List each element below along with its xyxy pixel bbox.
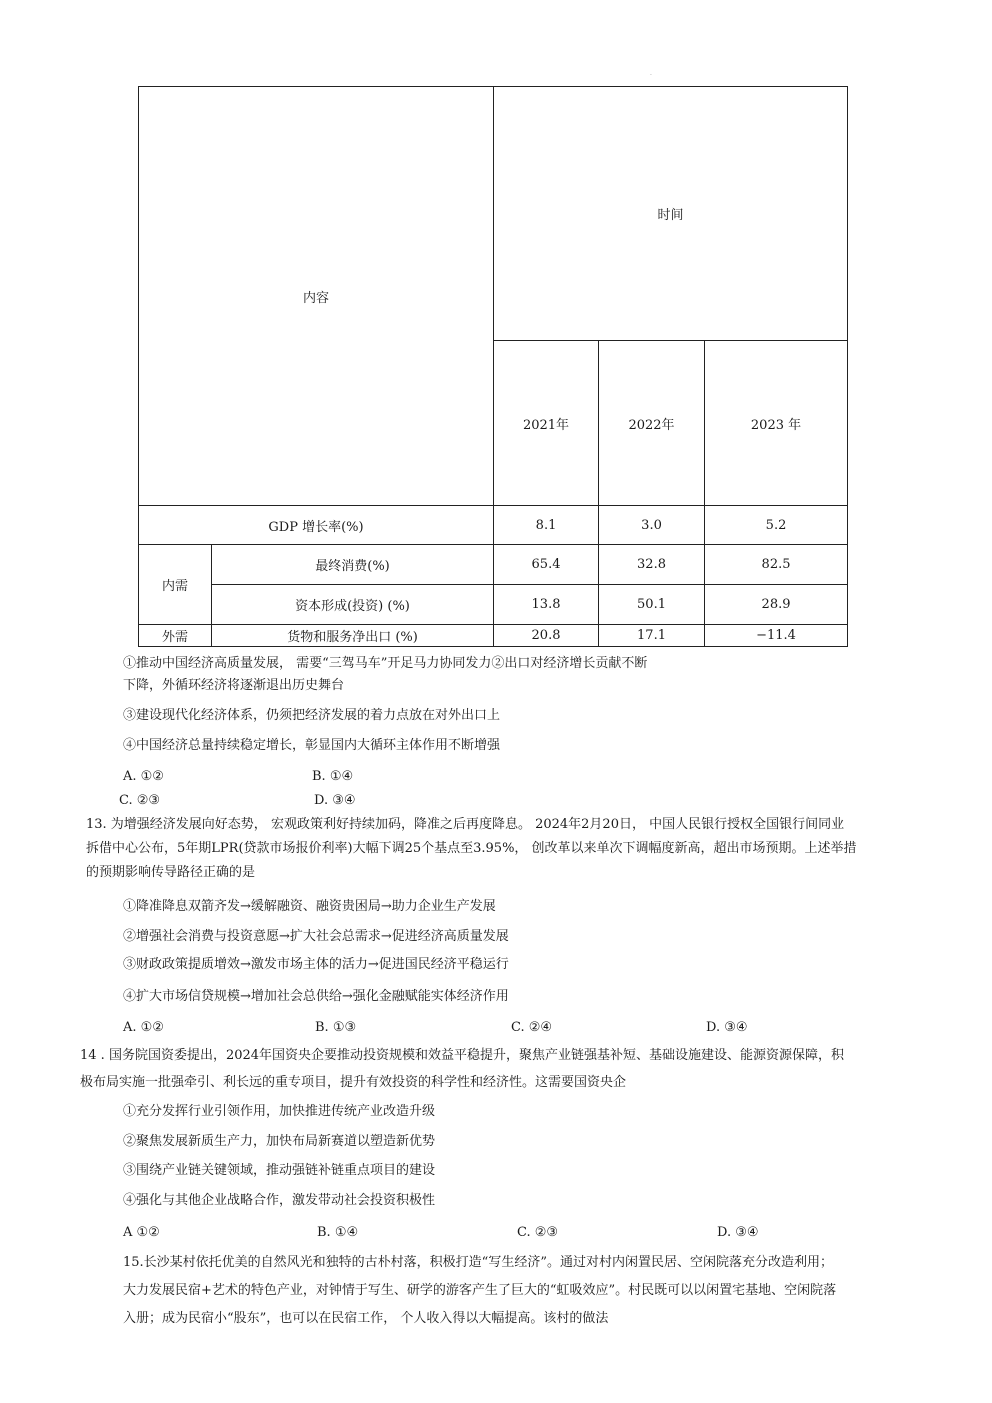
gdp-2022-cell: 3.0 [599,506,705,545]
gdp-2023-cell: 5.2 [705,506,848,545]
net-export-label-cell: 货物和服务净出口 (%) [212,625,494,647]
q14-option-d[interactable]: D. ③④ [717,1225,759,1240]
q15-stem-line-1: 15.长沙某村依托优美的自然风光和独特的古朴村落，积极打造“写生经济”。通过对村内闲置民居、空闲院落充分改造利用； [123,1255,833,1270]
q12-option-d[interactable]: D. ③④ [314,793,356,808]
q12-statement-3: ③建设现代化经济体系，仍须把经济发展的着力点放在对外出口上 [123,708,501,723]
header-content-cell: 内容 [139,87,494,506]
q14-statement-3: ③围绕产业链关键领域，推动强链补链重点项目的建设 [123,1163,436,1178]
q13-option-b[interactable]: B. ①③ [315,1020,357,1035]
external-demand-group-cell: 外需 [139,625,212,647]
header-time-cell: 时间 [494,87,848,341]
consumption-2023-cell: 82.5 [705,545,848,585]
speck-dot: . [650,70,652,77]
q14-statement-2: ②聚焦发展新质生产力，加快布局新赛道以塑造新优势 [123,1134,436,1149]
q13-option-a[interactable]: A. ①② [123,1020,164,1035]
q12-statement-1-line-2: 下降，外循环经济将逐渐退出历史舞台 [123,678,345,693]
q14-stem-line-1: 14 . 国务院国资委提出，2024年国资央企要推动投资规模和效益平稳提升，聚焦产业链强基补短、基础设施建设、能源资源保障，积 [80,1048,845,1063]
net-export-2021-cell: 20.8 [494,625,599,647]
consumption-label-cell: 最终消费(%) [212,545,494,585]
q12-statement-1-line-1: ①推动中国经济高质量发展， 需要“三驾马车”开足马力协同发力②出口对经济增长贡献不断 [123,656,648,671]
q15-stem-line-3: 入册；成为民宿小“股东”，也可以在民宿工作， 个人收入得以大幅提高。该村的做法 [123,1311,609,1326]
year-2021-cell: 2021年 [494,341,599,506]
consumption-2022-cell: 32.8 [599,545,705,585]
q13-statement-1: ①降准降息双箭齐发→缓解融资、融资贵困局→助力企业生产发展 [123,899,496,914]
q12-option-a[interactable]: A. ①② [123,769,164,784]
q13-option-d[interactable]: D. ③④ [706,1020,748,1035]
q12-statement-4: ④中国经济总量持续稳定增长，彰显国内大循环主体作用不断增强 [123,738,501,753]
q12-option-b[interactable]: B. ①④ [312,769,354,784]
q13-stem-line-2: 拆借中心公布，5年期LPR(贷款市场报价利率)大幅下调25个基点至3.95%， 创改革以来单次下调幅度新高，超出市场预期。上述举措 [86,841,857,856]
capital-2023-cell: 28.9 [705,585,848,625]
domestic-demand-group-cell: 内需 [139,545,212,625]
q12-option-c[interactable]: C. ②③ [119,793,161,808]
q13-option-c[interactable]: C. ②④ [511,1020,553,1035]
q14-statement-1: ①充分发挥行业引领作用，加快推进传统产业改造升级 [123,1104,436,1119]
q13-stem-line-1: 13. 为增强经济发展向好态势， 宏观政策利好持续加码，降准之后再度降息。 2024年2月20日， 中国人民银行授权全国银行间同业 [86,817,845,832]
capital-label-cell: 资本形成(投资) (%) [212,585,494,625]
q15-stem-line-2: 大力发展民宿+艺术的特色产业，对钟情于写生、研学的游客产生了巨大的“虹吸效应”。村民既可以以闲置宅基地、空闲院落 [123,1283,837,1298]
q14-statement-4: ④强化与其他企业战略合作，激发带动社会投资积极性 [123,1193,436,1208]
q14-stem-line-2: 极布局实施一批强牵引、利长远的重专项目，提升有效投资的科学性和经济性。这需要国资央企 [80,1075,627,1090]
economic-data-table [138,86,848,647]
gdp-label-cell: GDP 增长率(%) [139,506,494,545]
gdp-2021-cell: 8.1 [494,506,599,545]
q14-option-a[interactable]: A ①② [123,1225,160,1240]
net-export-2023-cell: −11.4 [705,625,848,647]
q13-statement-2: ②增强社会消费与投资意愿→扩大社会总需求→促进经济高质量发展 [123,929,509,944]
q14-option-b[interactable]: B. ①④ [317,1225,359,1240]
consumption-2021-cell: 65.4 [494,545,599,585]
net-export-2022-cell: 17.1 [599,625,705,647]
capital-2022-cell: 50.1 [599,585,705,625]
year-2022-cell: 2022年 [599,341,705,506]
year-2023-cell: 2023 年 [705,341,848,506]
q13-stem-line-3: 的预期影响传导路径正确的是 [86,865,256,880]
capital-2021-cell: 13.8 [494,585,599,625]
q13-statement-3: ③财政政策提质增效→激发市场主体的活力→促进国民经济平稳运行 [123,957,509,972]
q14-option-c[interactable]: C. ②③ [517,1225,559,1240]
q13-statement-4: ④扩大市场信贷规模→增加社会总供给→强化金融赋能实体经济作用 [123,989,509,1004]
